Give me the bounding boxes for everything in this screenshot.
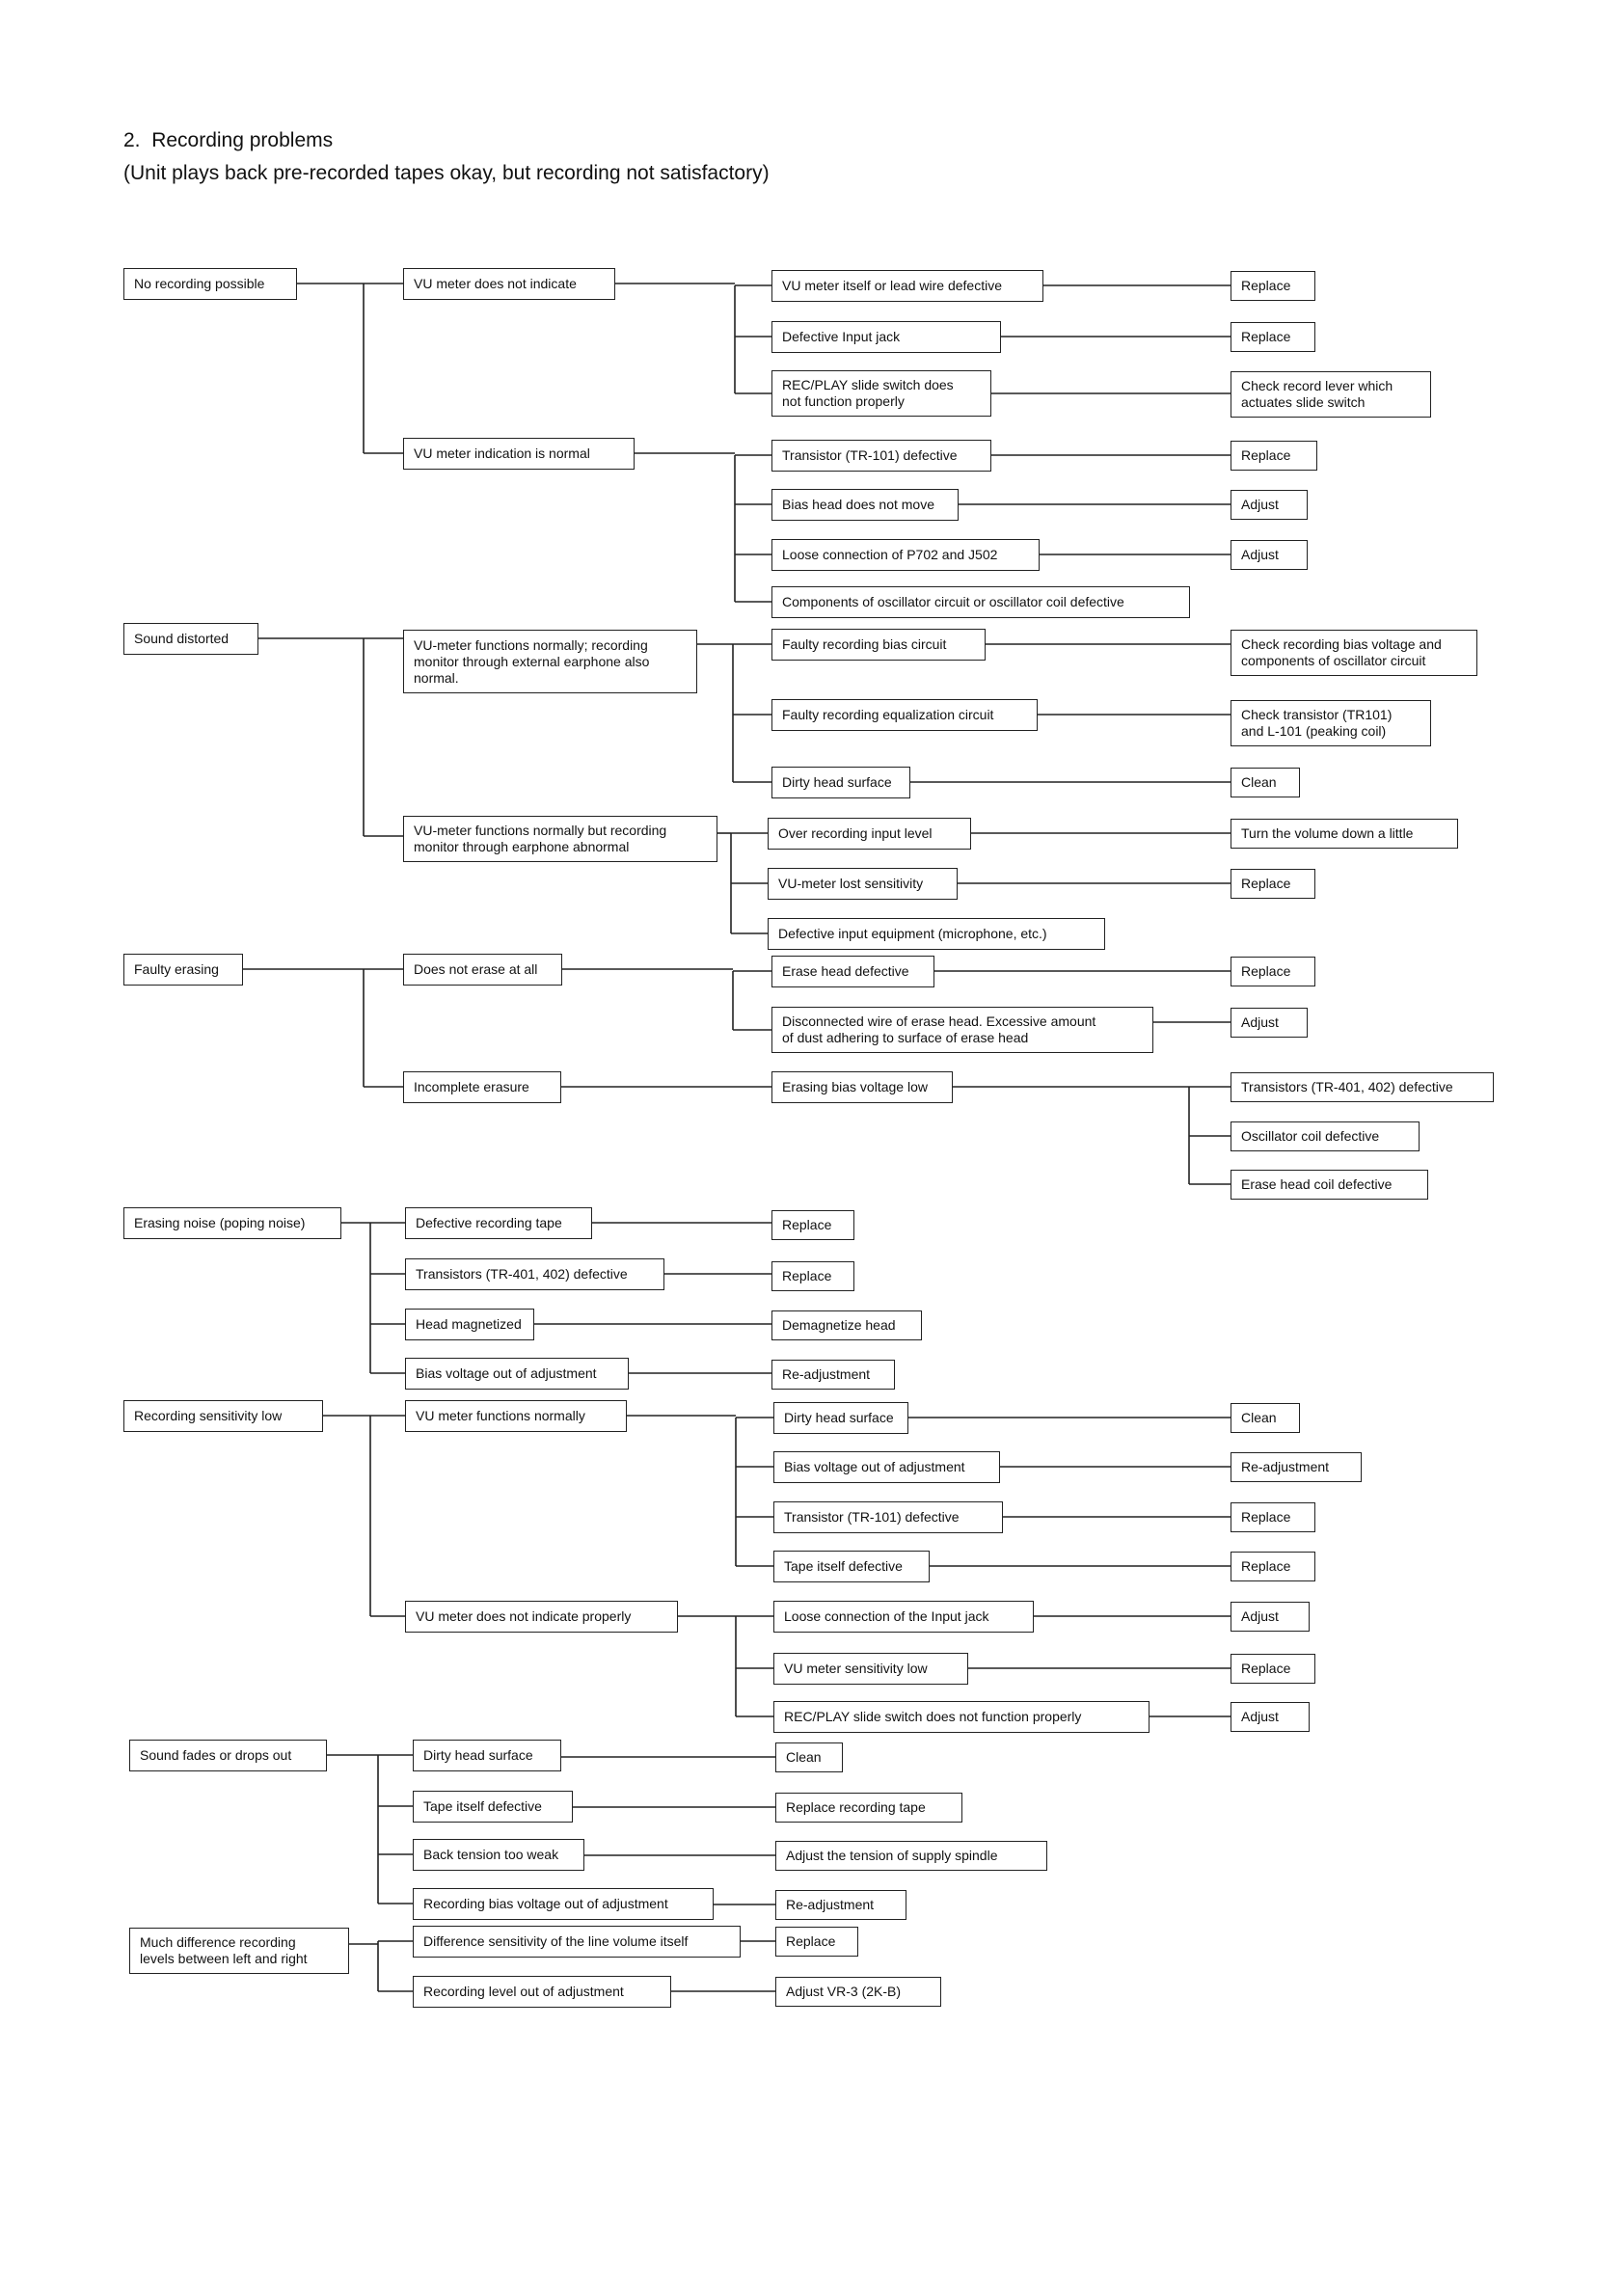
remedy-box: Replace: [1231, 1654, 1315, 1684]
remedy-box: Check record lever which actuates slide switch: [1231, 371, 1431, 418]
remedy-box: Check transistor (TR101) and L-101 (peaking coil): [1231, 700, 1431, 746]
remedy-box: Replace: [1231, 322, 1315, 352]
cause-box: Erase head defective: [771, 956, 934, 987]
symptom-box: VU meter functions normally: [405, 1400, 627, 1432]
cause-box: Tape itself defective: [773, 1551, 930, 1582]
symptom-box: VU meter does not indicate: [403, 268, 615, 300]
cause-box: Faulty recording bias circuit: [771, 629, 986, 661]
cause-box: Replace: [771, 1261, 854, 1291]
remedy-box: Erase head coil defective: [1231, 1170, 1428, 1200]
remedy-box: Transistors (TR-401, 402) defective: [1231, 1072, 1494, 1102]
remedy-box: Replace: [1231, 1502, 1315, 1532]
remedy-box: Check recording bias voltage and components of oscillator circuit: [1231, 630, 1477, 676]
cause-box: VU meter sensitivity low: [773, 1653, 968, 1685]
remedy-box: Turn the volume down a little: [1231, 819, 1458, 849]
remedy-box: Adjust: [1231, 490, 1308, 520]
problem-box: Sound distorted: [123, 623, 258, 655]
remedy-box: Re-adjustment: [1231, 1452, 1362, 1482]
cause-box: Transistor (TR-101) defective: [773, 1501, 1003, 1533]
cause-box: Dirty head surface: [771, 767, 910, 798]
cause-box: Replace recording tape: [775, 1793, 962, 1823]
symptom-box: Transistors (TR-401, 402) defective: [405, 1258, 664, 1290]
problem-box: Erasing noise (poping noise): [123, 1207, 341, 1239]
symptom-box: Back tension too weak: [413, 1839, 584, 1871]
cause-box: Replace: [775, 1927, 858, 1957]
symptom-box: Recording bias voltage out of adjustment: [413, 1888, 714, 1920]
cause-box: Defective Input jack: [771, 321, 1001, 353]
remedy-box: Adjust: [1231, 1602, 1310, 1632]
cause-box: Loose connection of the Input jack: [773, 1601, 1034, 1633]
cause-box: Adjust the tension of supply spindle: [775, 1841, 1047, 1871]
symptom-box: Bias voltage out of adjustment: [405, 1358, 629, 1390]
remedy-box: Clean: [1231, 1403, 1300, 1433]
symptom-box: Incomplete erasure: [403, 1071, 561, 1103]
cause-box: REC/PLAY slide switch does not function properly: [771, 370, 991, 417]
cause-box: Re-adjustment: [771, 1360, 895, 1390]
cause-box: Transistor (TR-101) defective: [771, 440, 991, 472]
symptom-box: Head magnetized: [405, 1309, 534, 1340]
symptom-box: Difference sensitivity of the line volume itself: [413, 1926, 741, 1958]
section-title-text: Recording problems: [151, 129, 334, 151]
cause-box: Faulty recording equalization circuit: [771, 699, 1038, 731]
cause-box: Bias voltage out of adjustment: [773, 1451, 1000, 1483]
symptom-box: Dirty head surface: [413, 1740, 561, 1771]
remedy-box: Oscillator coil defective: [1231, 1121, 1420, 1151]
symptom-box: Defective recording tape: [405, 1207, 592, 1239]
cause-box: Adjust VR-3 (2K-B): [775, 1977, 941, 2007]
remedy-box: Replace: [1231, 869, 1315, 899]
cause-box: Replace: [771, 1210, 854, 1240]
cause-box: Clean: [775, 1742, 843, 1772]
section-subtitle: (Unit plays back pre-recorded tapes okay, but recording not satisfactory): [123, 162, 770, 184]
problem-box: Recording sensitivity low: [123, 1400, 323, 1432]
cause-box: Erasing bias voltage low: [771, 1071, 953, 1103]
cause-box: Re-adjustment: [775, 1890, 906, 1920]
remedy-box: Adjust: [1231, 540, 1308, 570]
symptom-box: VU-meter functions normally; recording monitor through external earphone also normal.: [403, 630, 697, 693]
symptom-box: Does not erase at all: [403, 954, 562, 986]
remedy-box: Replace: [1231, 1552, 1315, 1581]
remedy-box: Replace: [1231, 441, 1317, 471]
problem-box: Much difference recording levels between left and right: [129, 1928, 349, 1974]
symptom-box: Tape itself defective: [413, 1791, 573, 1823]
symptom-box: VU meter indication is normal: [403, 438, 635, 470]
remedy-box: Adjust: [1231, 1008, 1308, 1038]
cause-box: Defective input equipment (microphone, etc.): [768, 918, 1105, 950]
problem-box: No recording possible: [123, 268, 297, 300]
problem-box: Sound fades or drops out: [129, 1740, 327, 1771]
remedy-box: Clean: [1231, 768, 1300, 797]
cause-box: REC/PLAY slide switch does not function properly: [773, 1701, 1150, 1733]
remedy-box: Adjust: [1231, 1702, 1310, 1732]
remedy-box: Replace: [1231, 957, 1315, 986]
section-number: 2.: [123, 129, 141, 151]
cause-box: Bias head does not move: [771, 489, 959, 521]
cause-box: Demagnetize head: [771, 1310, 922, 1340]
cause-box: VU meter itself or lead wire defective: [771, 270, 1043, 302]
problem-box: Faulty erasing: [123, 954, 243, 986]
cause-box: Over recording input level: [768, 818, 971, 850]
symptom-box: VU meter does not indicate properly: [405, 1601, 678, 1633]
cause-box: Components of oscillator circuit or oscillator coil defective: [771, 586, 1190, 618]
symptom-box: Recording level out of adjustment: [413, 1976, 671, 2008]
cause-box: Disconnected wire of erase head. Excessive amount of dust adhering to surface of erase head: [771, 1007, 1153, 1053]
cause-box: Loose connection of P702 and J502: [771, 539, 1040, 571]
cause-box: VU-meter lost sensitivity: [768, 868, 958, 900]
remedy-box: Replace: [1231, 271, 1315, 301]
symptom-box: VU-meter functions normally but recording monitor through earphone abnormal: [403, 816, 717, 862]
cause-box: Dirty head surface: [773, 1402, 908, 1434]
